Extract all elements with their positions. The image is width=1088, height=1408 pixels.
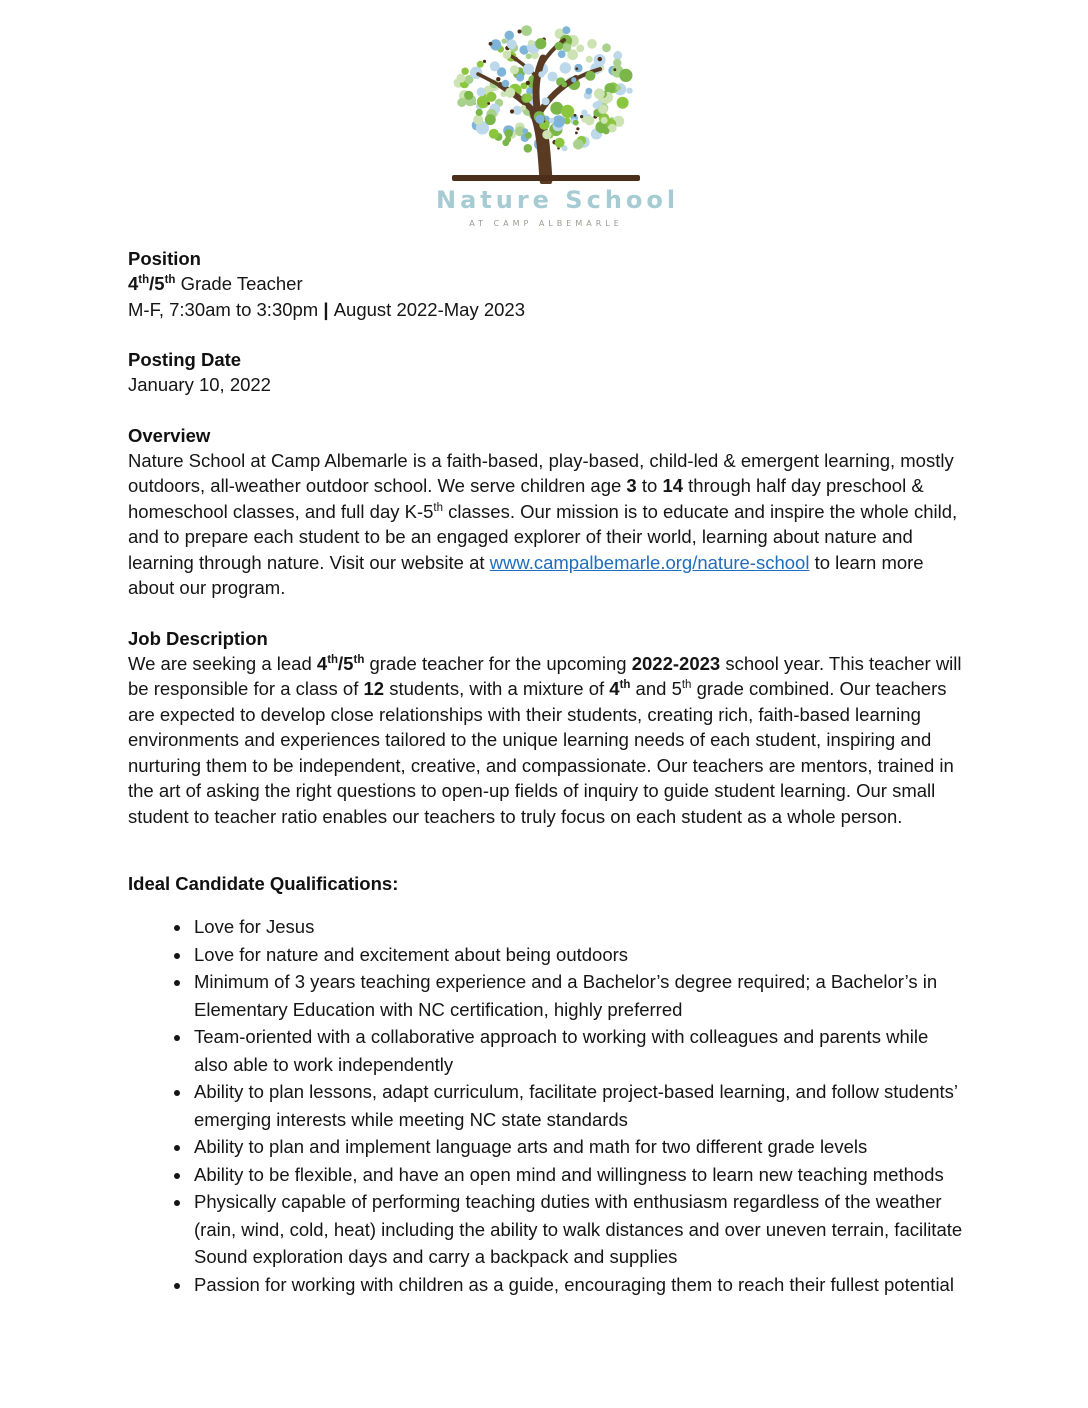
text-run: 14 xyxy=(662,475,684,496)
text-run: and 5 xyxy=(630,678,682,699)
job-description-paragraph xyxy=(128,651,964,830)
position-schedule xyxy=(128,297,964,323)
leaf-handprint xyxy=(523,128,529,134)
section-qualifications xyxy=(128,871,964,1298)
leaf-handprint xyxy=(464,91,473,100)
logo-title: Nature School xyxy=(436,186,680,214)
qualification-item: • Love for Jesus xyxy=(192,913,964,941)
text-run: classes. Our mission is to educate and inspire the whole child, and to prepare each student to be an engaged explorer of their world, learning about nature and learning through nature. Visit our website at xyxy=(128,500,958,573)
leaf-handprint xyxy=(586,56,593,63)
leaf-handprint xyxy=(573,139,584,150)
section-job-description xyxy=(128,626,964,830)
text-run: th xyxy=(681,678,692,691)
leaf-handprint xyxy=(461,68,468,75)
leaf-handprint xyxy=(616,85,621,90)
leaf-handprint xyxy=(561,82,567,88)
leaf-handprint xyxy=(538,71,544,77)
tree-ground-line xyxy=(452,175,640,181)
leaf-handprint xyxy=(513,106,522,115)
text-run: through half day preschool & homeschool classes, and full day K-5 xyxy=(128,475,924,522)
leaf-handprint xyxy=(587,39,597,49)
leaf-handprint xyxy=(457,98,466,107)
leaf-handprint xyxy=(593,102,600,109)
section-posting-date xyxy=(128,347,964,398)
text-run: /5 xyxy=(149,273,165,294)
leaf-handprint xyxy=(503,50,512,59)
leaf-handprint xyxy=(502,80,510,88)
leaf-dot xyxy=(518,30,522,34)
leaf-handprint xyxy=(476,109,483,116)
leaf-handprint xyxy=(489,129,499,139)
leaf-handprint xyxy=(523,64,534,75)
leaf-handprint xyxy=(502,38,507,43)
leaf-handprint xyxy=(477,61,484,68)
leaf-handprint xyxy=(555,42,564,51)
qualification-item: • Love for nature and excitement about being outdoors xyxy=(192,941,964,969)
leaf-handprint xyxy=(535,38,546,49)
leaf-dot xyxy=(483,60,486,63)
text-run: M-F, 7:30am to 3:30pm xyxy=(128,298,324,320)
text-run: 4 xyxy=(316,652,328,674)
nature-school-website-link[interactable]: www.campalbemarle.org/nature-school xyxy=(489,551,810,573)
leaf-handprint xyxy=(542,130,551,139)
leaf-handprint xyxy=(627,88,633,94)
text-run: 12 xyxy=(363,678,385,699)
leaf-handprint xyxy=(507,39,517,49)
leaf-handprint xyxy=(576,45,584,53)
leaf-handprint xyxy=(477,87,486,96)
leaf-handprint xyxy=(523,93,532,102)
leaf-dot xyxy=(598,57,602,61)
leaf-handprint xyxy=(573,120,579,126)
leaf-handprint xyxy=(571,77,576,82)
text-run: th xyxy=(164,273,176,286)
leaf-handprint xyxy=(485,114,496,125)
text-run: Nature School at Camp Albemarle is a faith-based, play-based, child-led & emergent learning, mostly outdoors, all-weather outdoor school. We serve children age xyxy=(128,449,954,496)
leaf-dot xyxy=(574,114,577,117)
leaf-handprint xyxy=(561,105,574,118)
leaf-handprint xyxy=(521,25,532,36)
leaf-handprint xyxy=(617,97,629,109)
leaf-handprint xyxy=(457,74,466,83)
leaf-handprint xyxy=(585,71,595,81)
leaf-dot xyxy=(575,132,578,135)
leaf-handprint xyxy=(516,73,524,81)
leaf-handprint xyxy=(486,92,496,102)
leaf-handprint xyxy=(549,118,555,124)
text-run: We are seeking a lead xyxy=(128,652,317,674)
text-run: to xyxy=(636,475,663,496)
nature-school-logo xyxy=(436,12,680,228)
text-run: 3 xyxy=(626,475,637,496)
text-run: th xyxy=(619,678,631,691)
leaf-dot xyxy=(489,42,493,46)
job-description-heading: Job Description xyxy=(128,627,268,649)
leaf-dot xyxy=(575,67,578,70)
leaf-handprint xyxy=(560,62,571,73)
qualification-item: • Ability to be flexible, and have an open mind and willingness to learn new teaching methods xyxy=(192,1161,964,1189)
leaf-dot xyxy=(526,81,530,85)
text-run: 4 xyxy=(128,273,139,294)
leaf-handprint xyxy=(505,136,511,142)
leaf-handprint xyxy=(528,40,534,46)
text-run: | xyxy=(323,298,334,320)
text-run: school year. This teacher will be responsible for a class of xyxy=(128,652,962,699)
leaf-handprint xyxy=(505,31,515,41)
qualification-item: • Ability to plan and implement language arts and math for two different grade levels xyxy=(192,1133,964,1161)
position-role xyxy=(128,271,964,297)
leaf-handprint xyxy=(599,105,608,114)
leaf-dot xyxy=(576,127,579,130)
qualification-item: • Passion for working with children as a guide, encouraging them to reach their fullest potential xyxy=(192,1271,964,1299)
qualification-item: • Physically capable of performing teaching duties with enthusiasm regardless of the weather (rain, wind, cold, heat) including the ability to walk distances and over uneven terrain, facilitate Sound exploration days and carry a backpack and supplies xyxy=(192,1188,964,1271)
overview-heading: Overview xyxy=(128,424,211,446)
posting-date-heading: Posting Date xyxy=(128,349,242,370)
qualifications-heading: Ideal Candidate Qualifications: xyxy=(128,873,399,894)
text-run: students, with a mixture of xyxy=(384,678,610,699)
qualification-item: • Minimum of 3 years teaching experience and a Bachelor’s degree required; a Bachelor’s in Elementary Education with NC certification, highly preferred xyxy=(192,968,964,1023)
leaf-handprint xyxy=(473,115,483,125)
leaf-handprint xyxy=(585,116,595,126)
text-run: /5 xyxy=(338,652,354,674)
leaf-handprint xyxy=(490,61,500,71)
leaf-handprint xyxy=(562,43,571,52)
text-run: grade combined. Our teachers are expected to develop close relationships with their students, creating rich, faith-based learning environments and experiences tailored to the unique learning needs of each student, inspiring and nurturing them to be independent, creative, and compassionate. Our teachers are mentors, trained in the art of asking the right questions to open-up fields of inquiry to guide student learning. Our small student to teacher ratio enables our teachers to truly focus on each student as a whole person. xyxy=(128,678,954,827)
leaf-dot xyxy=(487,102,490,105)
leaf-handprint xyxy=(555,138,565,148)
leaf-handprint xyxy=(535,115,544,124)
leaf-dot xyxy=(613,68,616,71)
leaf-handprint xyxy=(505,88,515,98)
qualification-item: • Ability to plan lessons, adapt curriculum, facilitate project-based learning, and follow students’ emerging interests while meeting NC state standards xyxy=(192,1078,964,1133)
overview-paragraph xyxy=(128,448,964,601)
text-run: grade teacher for the upcoming xyxy=(364,652,632,674)
leaf-handprint xyxy=(586,88,593,95)
posting-date-value: January 10, 2022 xyxy=(128,374,271,395)
text-run: 2022-2023 xyxy=(631,652,721,674)
leaf-handprint xyxy=(603,128,610,135)
qualification-item: • Team-oriented with a collaborative approach to working with colleagues and parents while also able to work independently xyxy=(192,1023,964,1078)
leaf-handprint xyxy=(594,88,605,99)
leaf-handprint xyxy=(613,59,621,67)
leaf-handprint xyxy=(601,117,608,124)
leaf-handprint xyxy=(553,115,565,127)
leaf-handprint xyxy=(574,64,582,72)
leaf-handprint xyxy=(619,69,632,82)
leaf-handprint xyxy=(504,129,512,137)
leaf-handprint xyxy=(548,72,558,82)
leaf-handprint xyxy=(524,144,533,153)
text-run: th xyxy=(433,501,444,514)
logo-tagline: AT CAMP ALBEMARLE xyxy=(469,219,623,228)
position-heading: Position xyxy=(128,248,201,269)
leaf-handprint xyxy=(562,26,570,34)
leaf-handprint xyxy=(602,43,611,52)
leaf-handprint xyxy=(510,65,519,74)
text-run: th xyxy=(353,653,365,666)
qualifications-list xyxy=(128,913,964,1298)
text-run: August 2022-May 2023 xyxy=(333,298,525,320)
leaf-handprint xyxy=(521,105,526,110)
section-overview xyxy=(128,423,964,601)
leaf-dot xyxy=(510,109,514,113)
text-run: th xyxy=(138,273,150,286)
text-run: th xyxy=(327,653,339,666)
text-run: to learn more about our program. xyxy=(128,551,924,598)
leaf-handprint xyxy=(542,97,550,105)
leaf-dot xyxy=(580,115,583,118)
text-run: Grade Teacher xyxy=(175,273,303,294)
tree-logo-icon xyxy=(446,12,646,184)
leaf-handprint xyxy=(526,53,532,59)
text-run: 4 xyxy=(609,678,620,699)
section-position xyxy=(128,246,964,322)
